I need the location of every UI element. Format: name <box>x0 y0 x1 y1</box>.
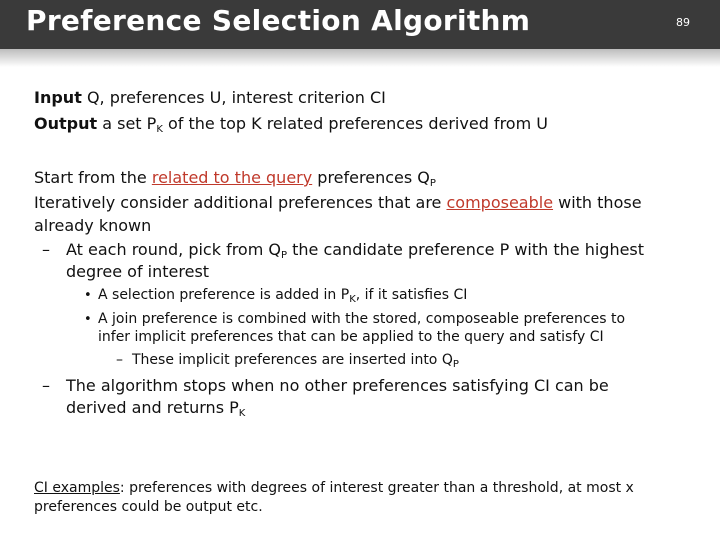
bullet2-mark: • <box>84 312 92 327</box>
bullet1-sub: K <box>349 294 356 305</box>
related-to-query-link[interactable]: related to the query <box>151 168 313 187</box>
page-number: 89 <box>676 16 690 29</box>
sub2-line1: The algorithm stops when no other preferences satisfying CI can be <box>66 376 609 395</box>
input-text: Q, preferences U, interest criterion CI <box>86 88 386 107</box>
sub1-line2: degree of interest <box>66 262 210 281</box>
subsub-line <box>132 352 459 368</box>
subsub-sub: P <box>452 359 459 370</box>
para-iterative-line2: already known <box>34 216 152 235</box>
ci-examples-label: CI examples <box>34 480 120 496</box>
output-text-after: of the top K related preferences derived from U <box>162 114 548 133</box>
para-iterative-before: Iteratively consider additional preferences that are <box>34 193 447 212</box>
sub2-dash: – <box>42 376 50 395</box>
sub2-line2-before: derived and returns P <box>66 398 239 417</box>
slide-title: Preference Selection Algorithm <box>26 4 531 37</box>
bullet2-line1: A join preference is combined with the stored, composeable preferences to <box>98 311 626 327</box>
footer-line1 <box>34 480 634 496</box>
composeable-link[interactable]: composeable <box>446 193 554 212</box>
subsub-dash: – <box>116 352 123 368</box>
bullet2-line2: infer implicit preferences that can be applied to the query and satisfy CI <box>98 329 604 345</box>
output-subscript: K <box>156 124 163 135</box>
bullet1-line <box>98 287 467 303</box>
sub1-after: the candidate preference P with the highest <box>287 240 645 259</box>
sub2-line2 <box>66 398 245 417</box>
input-label: Input <box>34 88 82 107</box>
title-shadow <box>0 49 720 67</box>
para-related <box>34 168 436 187</box>
sub2-sub: K <box>238 408 246 419</box>
sub1-before: At each round, pick from Q <box>66 240 281 259</box>
input-line <box>34 88 386 107</box>
para-iterative <box>34 193 642 212</box>
bullet1-before: A selection preference is added in P <box>98 287 350 303</box>
sub1-sub: P <box>280 250 288 261</box>
para-iterative-after: with those <box>553 193 642 212</box>
output-text-before: a set P <box>102 114 157 133</box>
subsub-before: These implicit preferences are inserted into Q <box>132 352 453 368</box>
para-related-sub: P <box>429 178 436 189</box>
bullet1-after: , if it satisfies CI <box>355 287 468 303</box>
sub1-dash: – <box>42 240 50 259</box>
sub1-line1 <box>66 240 644 259</box>
output-label: Output <box>34 114 98 133</box>
footer-line2: preferences could be output etc. <box>34 499 263 515</box>
title-bar <box>0 0 720 49</box>
para-related-after: preferences Q <box>312 168 430 187</box>
output-line <box>34 114 548 133</box>
para-related-before: Start from the <box>34 168 152 187</box>
bullet1-mark: • <box>84 288 92 303</box>
footer-text: : preferences with degrees of interest greater than a threshold, at most x <box>119 480 634 496</box>
